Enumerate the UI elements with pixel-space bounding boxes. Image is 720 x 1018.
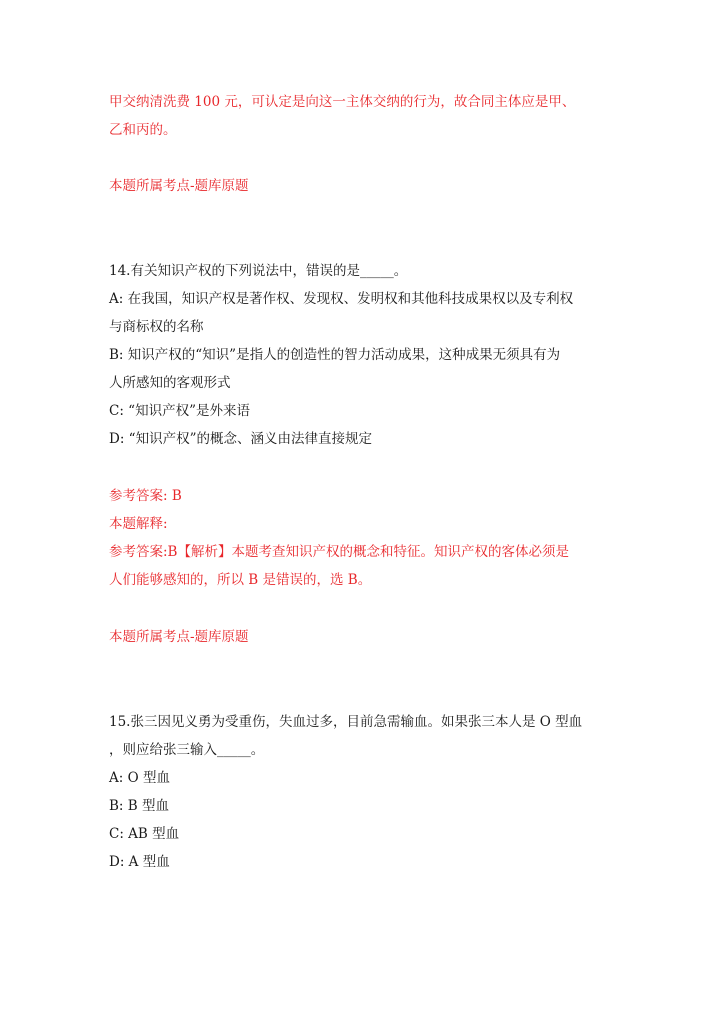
top-explanation-line-1: 甲交纳清洗费 100 元，可认定是向这一主体交纳的行为，故合同主体应是甲、 bbox=[109, 94, 576, 110]
top-explanation-line-2: 乙和丙的。 bbox=[109, 122, 177, 138]
q14-source-note: 本题所属考点-题库原题 bbox=[109, 629, 249, 645]
q15-option-a: A: O 型血 bbox=[109, 770, 170, 786]
q15-stem-line-2: ，则应给张三输入_____。 bbox=[109, 742, 265, 758]
top-source-note: 本题所属考点-题库原题 bbox=[109, 178, 249, 194]
q14-option-b-line-1: B: 知识产权的“知识”是指人的创造性的智力活动成果，这种成果无须具有为 bbox=[109, 347, 561, 363]
q15-stem-line-1: 15.张三因见义勇为受重伤，失血过多，目前急需输血。如果张三本人是 O 型血 bbox=[109, 714, 583, 730]
q14-answer: 参考答案: B bbox=[109, 488, 182, 504]
q14-explanation-line-2: 人们能够感知的，所以 B 是错误的，选 B。 bbox=[109, 572, 372, 588]
q14-option-a-line-1: A: 在我国，知识产权是著作权、发现权、发明权和其他科技成果权以及专利权 bbox=[109, 291, 574, 307]
q14-explain-label: 本题解释: bbox=[109, 516, 168, 532]
q14-stem: 14.有关知识产权的下列说法中，错误的是_____。 bbox=[109, 263, 408, 279]
q15-option-b: B: B 型血 bbox=[109, 798, 169, 814]
q14-option-d: D: “知识产权”的概念、涵义由法律直接规定 bbox=[109, 431, 372, 447]
q14-option-b-line-2: 人所感知的客观形式 bbox=[109, 375, 231, 391]
q15-option-c: C: AB 型血 bbox=[109, 826, 180, 842]
q14-option-c: C: “知识产权”是外来语 bbox=[109, 403, 250, 419]
q14-option-a-line-2: 与商标权的名称 bbox=[109, 319, 204, 335]
q14-explanation-line-1: 参考答案:B【解析】本题考查知识产权的概念和特征。知识产权的客体必须是 bbox=[109, 544, 569, 560]
q15-option-d: D: A 型血 bbox=[109, 854, 170, 870]
